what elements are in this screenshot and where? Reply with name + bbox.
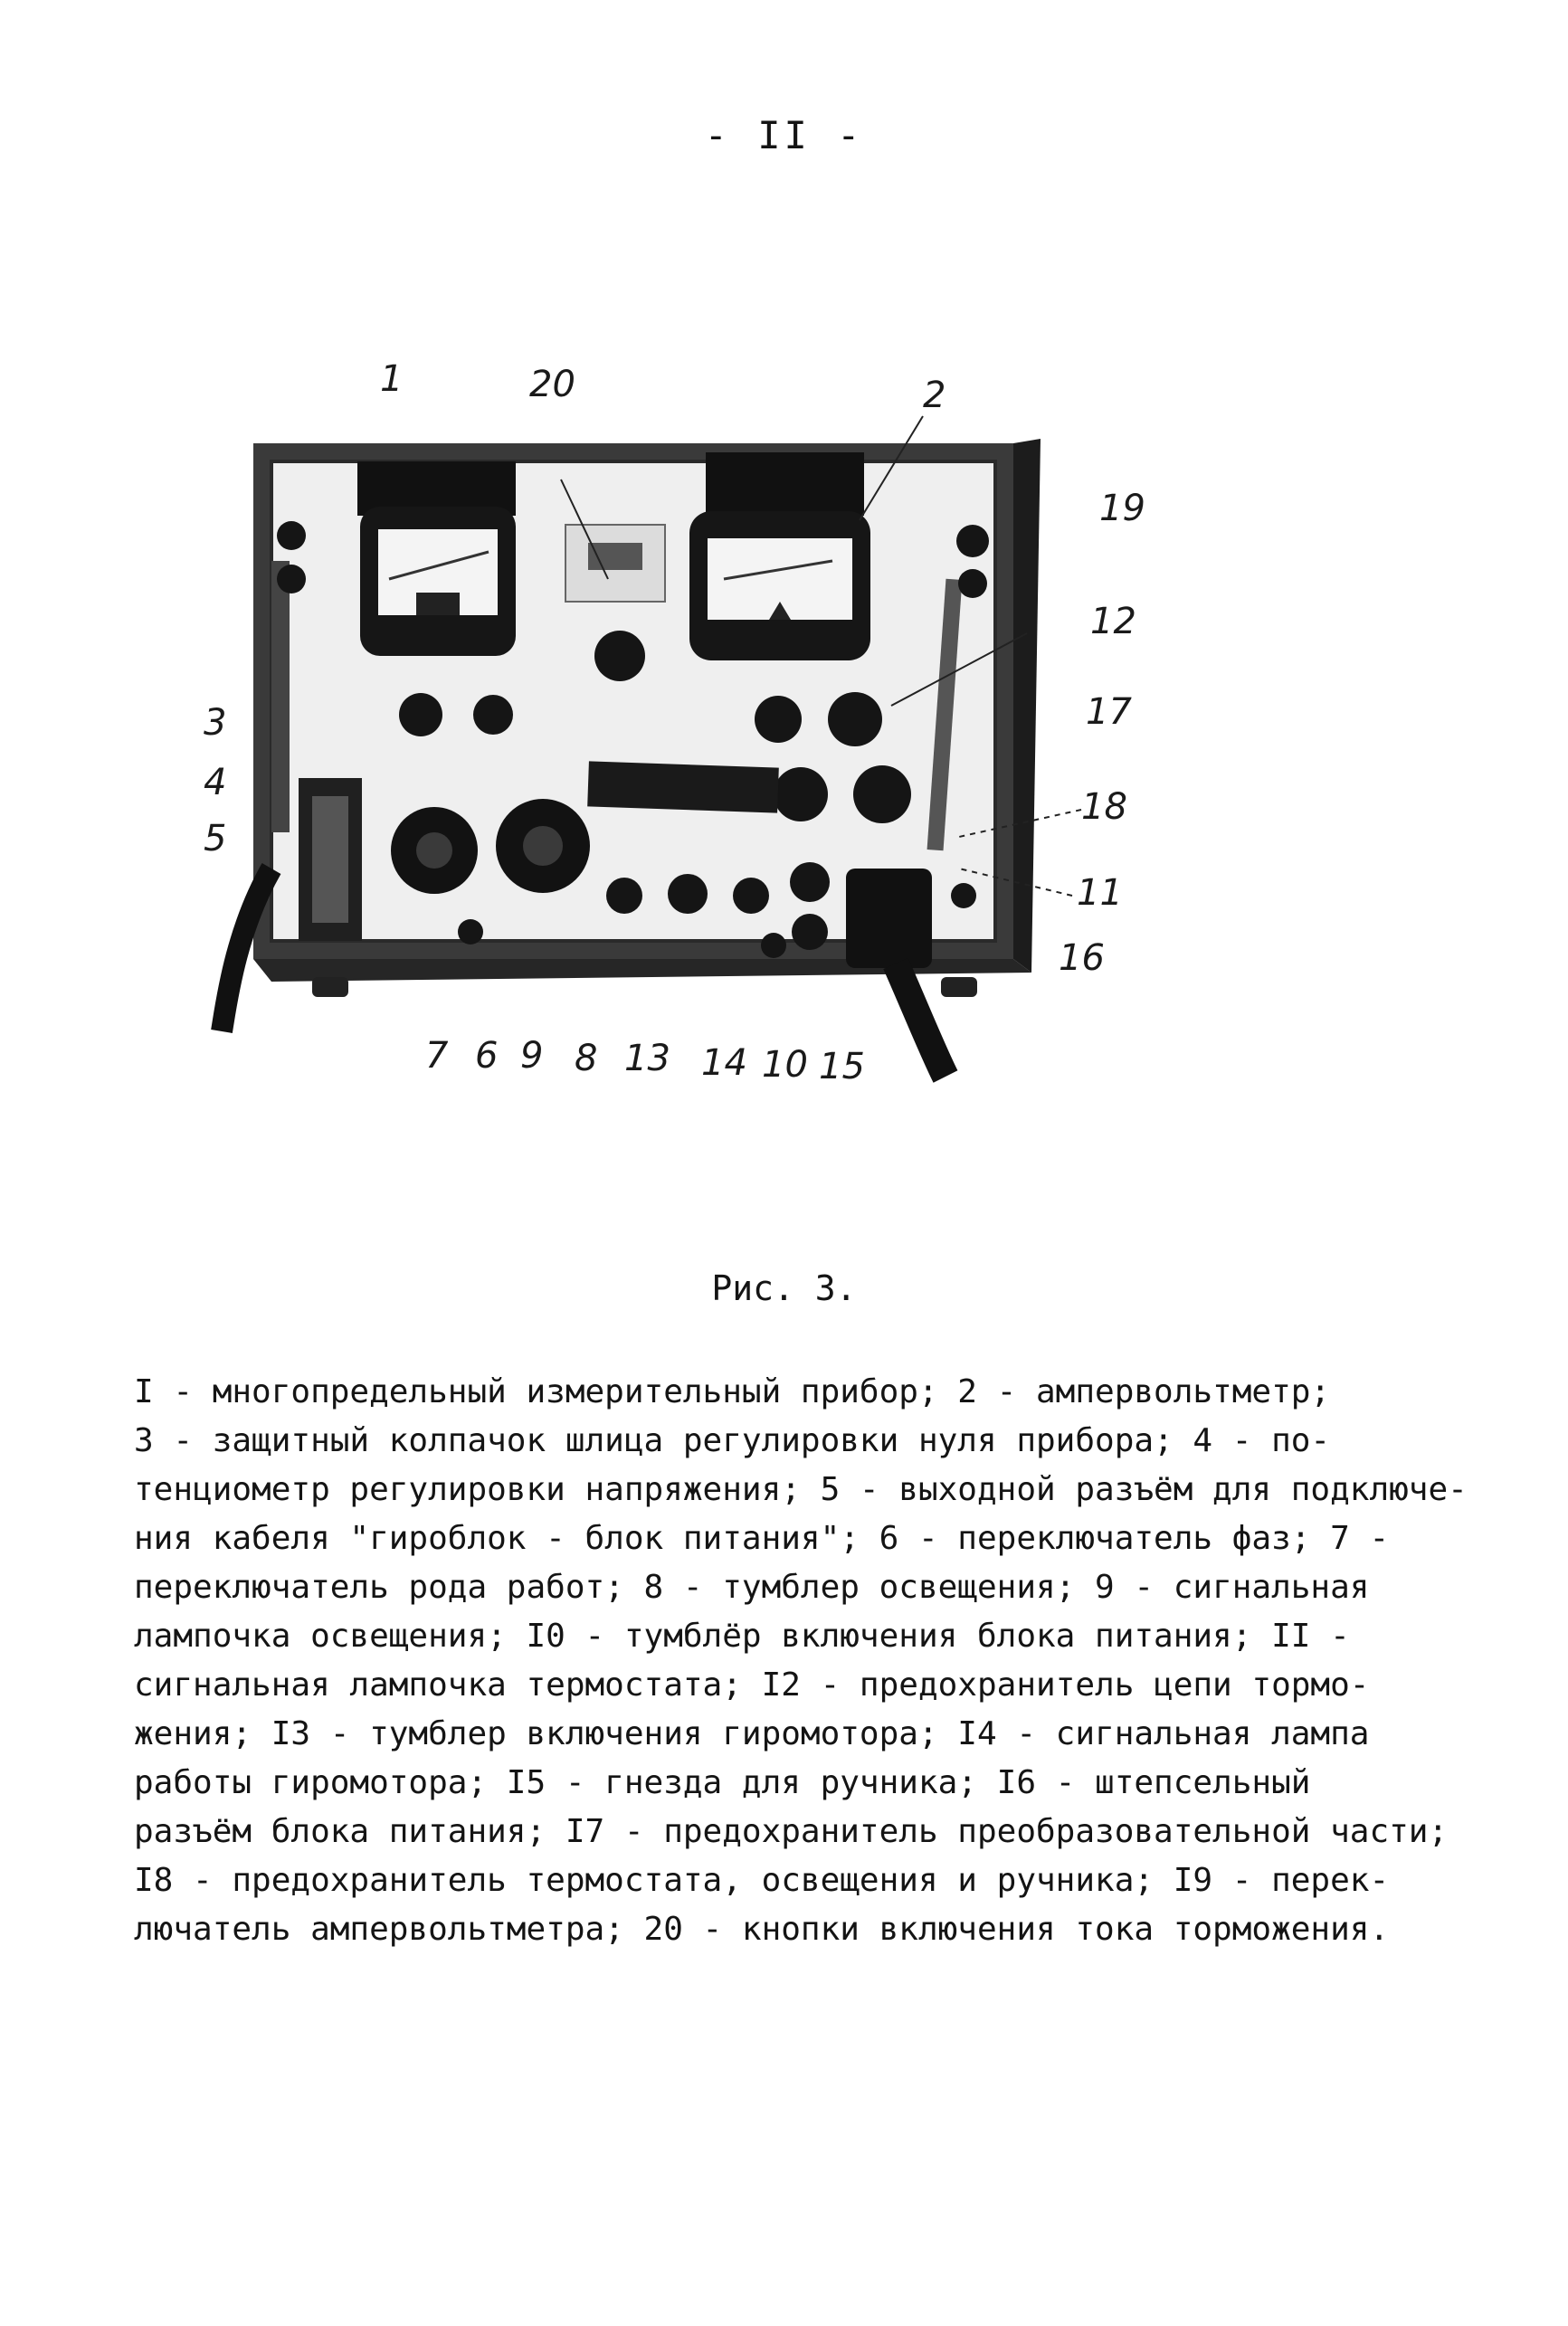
callout-14: 14 [701, 1042, 747, 1084]
callout-5: 5 [204, 818, 227, 859]
callout-10: 10 [762, 1044, 808, 1086]
callout-18: 18 [1081, 786, 1127, 828]
callout-16: 16 [1059, 937, 1105, 979]
callout-8: 8 [575, 1038, 598, 1079]
legend-line: 3 - защитный колпачок шлица регулировки нуля прибора; 4 - по- [134, 1422, 1331, 1459]
callout-12: 12 [1090, 601, 1136, 642]
callout-3: 3 [204, 702, 227, 744]
callout-15: 15 [819, 1046, 865, 1087]
callout-2: 2 [923, 375, 946, 416]
callout-11: 11 [1077, 872, 1123, 914]
legend-line: разъём блока питания; I7 - предохранитель преобразовательной части; [134, 1813, 1449, 1850]
callout-6: 6 [475, 1035, 499, 1077]
callout-7: 7 [425, 1035, 449, 1077]
legend-line: I8 - предохранитель термостата, освещения и ручника; I9 - перек- [134, 1862, 1390, 1899]
callout-20: 20 [529, 364, 575, 405]
legend-line: лючатель ампервольтметра; 20 - кнопки включения тока торможения. [134, 1911, 1390, 1948]
legend-line: лампочка освещения; I0 - тумблёр включения блока питания; II - [134, 1618, 1350, 1655]
figure-legend [134, 1368, 1468, 1954]
legend-line: тенциометр регулировки напряжения; 5 - выходной разъём для подключе- [134, 1471, 1468, 1508]
callout-19: 19 [1099, 488, 1145, 529]
legend-line: работы гиромотора; I5 - гнезда для ручника; I6 - штепсельный [134, 1764, 1311, 1801]
callout-13: 13 [624, 1038, 670, 1079]
figure-caption: Рис. 3. [711, 1268, 857, 1308]
legend-line: сигнальная лампочка термостата; I2 - предохранитель цепи тормо- [134, 1666, 1370, 1704]
callout-9: 9 [520, 1035, 544, 1077]
legend-line: переключатель рода работ; 8 - тумблер освещения; 9 - сигнальная [134, 1569, 1370, 1606]
callout-17: 17 [1086, 691, 1132, 733]
callout-1: 1 [380, 358, 404, 400]
legend-line: ния кабеля "гироблок - блок питания"; 6 - переключатель фаз; 7 - [134, 1520, 1390, 1557]
legend-line: жения; I3 - тумблер включения гиромотора; I4 - сигнальная лампа [134, 1715, 1370, 1752]
legend-line: I - многопредельный измерительный прибор; 2 - ампервольтметр; [134, 1373, 1331, 1410]
callout-4: 4 [204, 762, 227, 803]
power-unit-illustration [222, 416, 1081, 1077]
page-number: - II - [704, 113, 864, 157]
